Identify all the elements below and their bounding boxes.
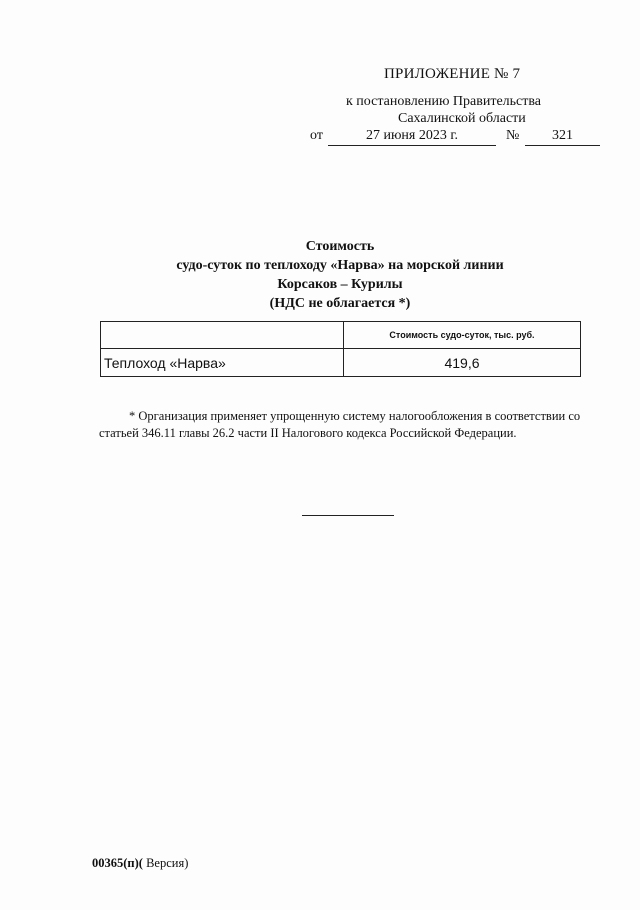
footnote-line-2: статьей 346.11 главы 26.2 части II Налогового кодекса Российской Федерации. [99, 426, 517, 440]
resolution-date: 27 июня 2023 г. [328, 128, 496, 146]
document-title [100, 237, 580, 313]
document-code-number: 00365(п)( [92, 856, 143, 870]
title-line-1: Стоимость [305, 239, 375, 254]
title-line-4: (НДС не облагается *) [269, 296, 411, 311]
region-line: Сахалинской области [398, 111, 526, 126]
number-label: № [506, 128, 520, 143]
from-label: от [310, 128, 323, 143]
resolution-date-line [310, 128, 600, 148]
document-code [92, 856, 188, 871]
title-line-2: судо-суток по теплоходу «Нарва» на морской линии [176, 258, 504, 273]
table-header-row [101, 322, 581, 349]
cost-table [100, 321, 581, 377]
separator-line [302, 515, 394, 516]
tax-footnote [99, 408, 599, 442]
cost-value-cell: 419,6 [344, 349, 581, 377]
vessel-name-cell: Теплоход «Нарва» [101, 349, 344, 377]
document-version: Версия) [142, 856, 189, 870]
footnote-line-1: * Организация применяет упрощенную систему налогообложения в соответствии со [129, 409, 581, 423]
table-row [101, 349, 581, 377]
resolution-number: 321 [525, 128, 600, 146]
title-line-3: Корсаков – Курилы [277, 277, 403, 292]
table-header-cost: Стоимость судо-суток, тыс. руб. [344, 322, 581, 349]
resolution-line: к постановлению Правительства [346, 94, 542, 109]
table-header-name [101, 322, 344, 349]
appendix-heading: ПРИЛОЖЕНИЕ № 7 [384, 66, 521, 82]
